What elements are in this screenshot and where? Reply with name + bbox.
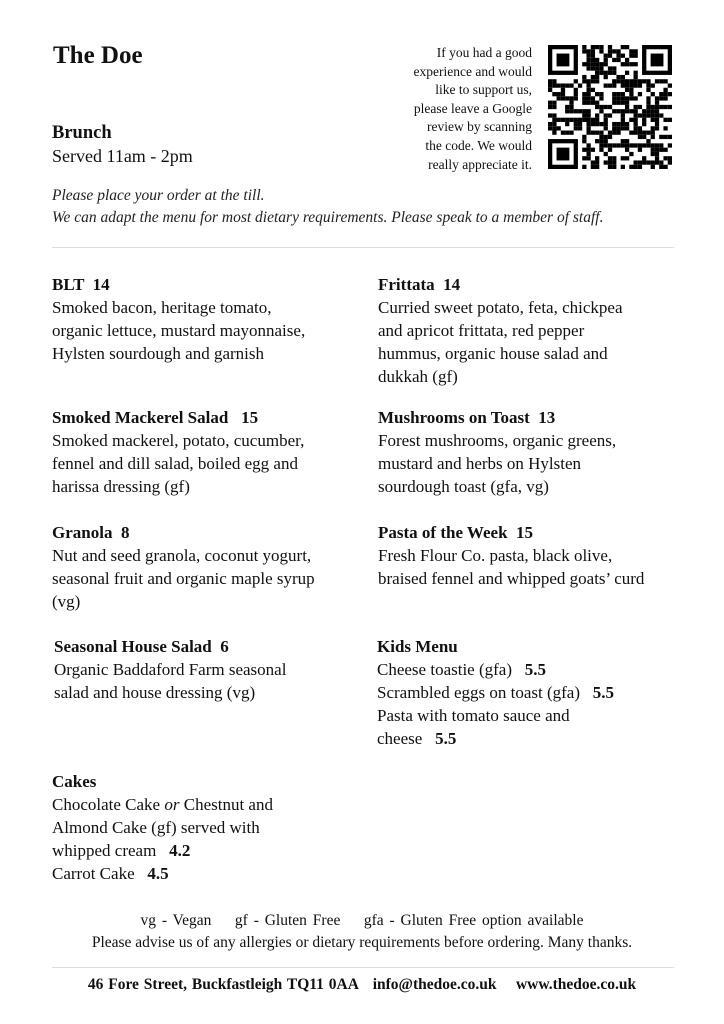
menu-item-title: Seasonal House Salad [54, 637, 212, 656]
menu-item-description-line [52, 342, 372, 365]
text: Cheese toastie (gfa) [377, 660, 525, 679]
contact-footer: 46 Fore Street, Buckfastleigh TQ11 0AA info@thedoe.co.uk www.thedoe.co.uk [87, 976, 637, 993]
menu-item-title: BLT [52, 275, 85, 294]
menu-item-price: 15 [241, 408, 259, 427]
menu-item-title: Smoked Mackerel Salad [52, 408, 229, 427]
menu-item [52, 406, 372, 498]
menu-item-title: Cakes [52, 772, 97, 791]
text: Smoked bacon, heritage tomato, [52, 298, 272, 317]
menu-item [377, 635, 697, 750]
menu-item-price: 13 [538, 408, 556, 427]
review-text-line: really appreciate it. [428, 156, 532, 172]
dietary-legend: vg - Vegan gf - Gluten Free gfa - Gluten Free option available [140, 912, 584, 929]
text: whipped cream [52, 841, 170, 860]
menu-item-description-line [52, 452, 372, 475]
menu-item-description-line [378, 475, 698, 498]
menu-item [52, 770, 372, 885]
text: Almond Cake (gf) served with [52, 818, 260, 837]
menu-item [378, 521, 698, 590]
text: mustard and herbs on Hylsten [378, 454, 582, 473]
menu-item-description-line [52, 816, 372, 839]
review-text-line: the code. We would [425, 137, 532, 153]
text: sourdough toast (gfa, vg) [378, 477, 549, 496]
text: dukkah (gf) [378, 367, 458, 386]
review-text-line: please leave a Google [413, 100, 532, 116]
text: Curried sweet potato, feta, chickpea [378, 298, 623, 317]
menu-item-heading [54, 635, 374, 658]
menu-item-description-line [377, 658, 697, 681]
menu-item-description-line [52, 567, 372, 590]
text: Carrot Cake [52, 864, 148, 883]
menu-item-description-line [378, 429, 698, 452]
text: Chocolate Cake [52, 795, 165, 814]
menu-item-title: Granola [52, 523, 113, 542]
menu-item-description-line [378, 319, 698, 342]
menu-item-description-line [52, 319, 372, 342]
menu-item [378, 273, 698, 388]
menu-item-description-line [378, 544, 698, 567]
dietary-note: We can adapt the menu for most dietary requirements. Please speak to a member of staff. [52, 209, 604, 226]
price: 4.5 [147, 864, 169, 883]
text: braised fennel and whipped goats’ curd [378, 569, 645, 588]
review-request-text [360, 44, 532, 174]
serving-hours: Served 11am - 2pm [52, 146, 193, 166]
menu-item-title: Frittata [378, 275, 435, 294]
menu-item-heading [52, 406, 372, 429]
menu-item-price: 14 [443, 275, 461, 294]
menu-item-description-line [52, 590, 372, 613]
menu-item-title: Mushrooms on Toast [378, 408, 530, 427]
menu-item-description-line [378, 567, 698, 590]
text: cheese [377, 729, 436, 748]
text: Scrambled eggs on toast (gfa) [377, 683, 593, 702]
text: Smoked mackerel, potato, cucumber, [52, 431, 305, 450]
menu-item-description-line [52, 793, 372, 816]
menu-item-heading [378, 521, 698, 544]
menu-item-description-line [377, 681, 697, 704]
menu-item-description-line [52, 544, 372, 567]
text: (vg) [52, 592, 81, 611]
price: 5.5 [524, 660, 546, 679]
text: or [164, 795, 180, 814]
menu-item [54, 635, 374, 704]
text: salad and house dressing (vg) [54, 683, 256, 702]
text: Pasta with tomato sauce and [377, 706, 570, 725]
allergy-note: Please advise us of any allergies or dietary requirements before ordering. Many thanks. [91, 934, 633, 951]
menu-item-heading [52, 273, 372, 296]
menu-item-heading [377, 635, 697, 658]
text: seasonal fruit and organic maple syrup [52, 569, 315, 588]
menu-item-description-line [54, 681, 374, 704]
text: harissa dressing (gf) [52, 477, 190, 496]
menu-item-description-line [52, 475, 372, 498]
text: hummus, organic house salad and [378, 344, 608, 363]
text: organic lettuce, mustard mayonnaise, [52, 321, 306, 340]
text: Chestnut and [179, 795, 273, 814]
menu-item [52, 273, 372, 365]
menu-item-description-line [378, 365, 698, 388]
divider [52, 967, 674, 968]
menu-item-description-line [52, 296, 372, 319]
text: fennel and dill salad, boiled egg and [52, 454, 298, 473]
qr-code[interactable] [548, 44, 672, 170]
review-text-line: review by scanning [427, 119, 532, 135]
menu-section-title: Brunch [52, 123, 112, 143]
order-note: Please place your order at the till. [52, 187, 265, 204]
review-text-line: like to support us, [435, 82, 532, 98]
menu-item-description-line [378, 296, 698, 319]
menu-item-price: 15 [516, 523, 534, 542]
price: 5.5 [592, 683, 614, 702]
text: Fresh Flour Co. pasta, black olive, [378, 546, 613, 565]
menu-item-heading [52, 770, 372, 793]
review-text-line: If you had a good [436, 45, 532, 60]
review-text-line: experience and would [413, 63, 532, 79]
text: Forest mushrooms, organic greens, [378, 431, 617, 450]
text: Hylsten sourdough and garnish [52, 344, 265, 363]
restaurant-name: The Doe [53, 42, 143, 69]
text: Organic Baddaford Farm seasonal [54, 660, 287, 679]
menu-item-description-line [378, 342, 698, 365]
menu-item-heading [52, 521, 372, 544]
price: 4.2 [169, 841, 191, 860]
text: and apricot frittata, red pepper [378, 321, 585, 340]
menu-item-description-line [52, 839, 372, 862]
price: 5.5 [435, 729, 457, 748]
menu-item-title: Pasta of the Week [378, 523, 508, 542]
menu-item-description-line [378, 452, 698, 475]
text: Nut and seed granola, coconut yogurt, [52, 546, 312, 565]
menu-item-description-line [377, 727, 697, 750]
menu-item-description-line [52, 862, 372, 885]
menu-item-price: 6 [220, 637, 229, 656]
menu-item-price: 14 [92, 275, 110, 294]
menu-item [378, 406, 698, 498]
menu-item [52, 521, 372, 613]
menu-item-heading [378, 273, 698, 296]
menu-item-description-line [377, 704, 697, 727]
menu-item-description-line [54, 658, 374, 681]
menu-item-title: Kids Menu [377, 637, 458, 656]
menu-item-price: 8 [120, 523, 130, 542]
divider [52, 247, 674, 248]
menu-item-heading [378, 406, 698, 429]
menu-item-description-line [52, 429, 372, 452]
